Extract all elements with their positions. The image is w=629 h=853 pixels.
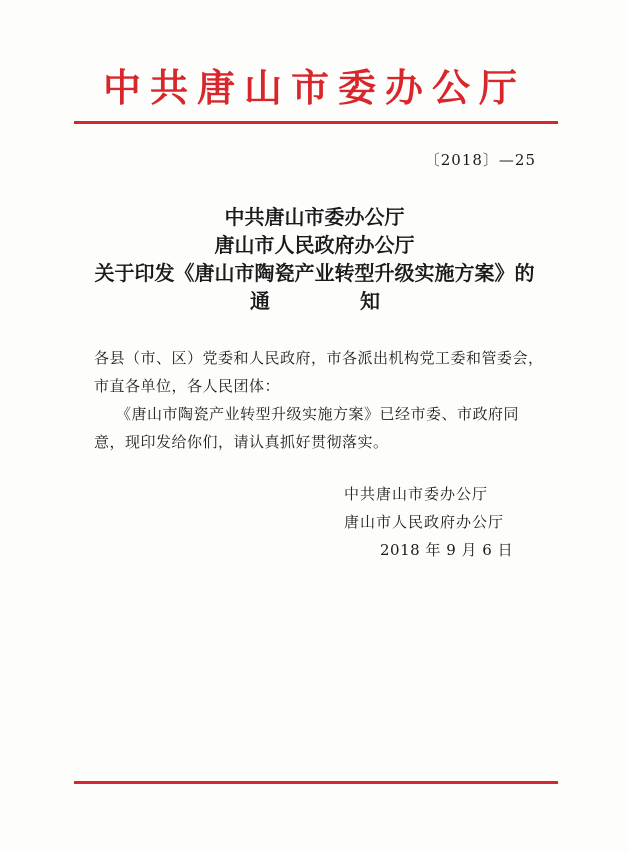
- masthead-title: 中共唐山市委办公厅: [102, 65, 526, 110]
- title-notice-char-2: 知: [360, 289, 380, 313]
- signature-org-1: 中共唐山市委办公厅: [344, 485, 489, 503]
- masthead-red-rule: [74, 121, 558, 124]
- signature-org-2: 唐山市人民政府办公厅: [344, 513, 505, 531]
- title-notice: [250, 286, 380, 316]
- addressee-line-1: 各县（市、区）党委和人民政府，市各派出机构党工委和管委会，: [94, 349, 544, 367]
- signature-date: 2018 年 9 月 6 日: [380, 541, 514, 559]
- title-notice-char-1: 通: [250, 289, 270, 313]
- title-issuer-1: 中共唐山市委办公厅: [224, 205, 405, 229]
- title-subject: 关于印发《唐山市陶瓷产业转型升级实施方案》的: [94, 261, 535, 285]
- document-number: 〔2018〕—25: [424, 151, 536, 169]
- body-paragraph-line-2: 意，现印发给你们，请认真抓好贯彻落实。: [94, 433, 389, 451]
- title-issuer-2: 唐山市人民政府办公厅: [214, 233, 415, 257]
- footer-red-rule: [74, 781, 558, 784]
- addressee-line-2: 市直各单位，各人民团体：: [94, 377, 281, 395]
- body-paragraph-line-1: 《唐山市陶瓷产业转型升级实施方案》已经市委、市政府同: [116, 405, 520, 423]
